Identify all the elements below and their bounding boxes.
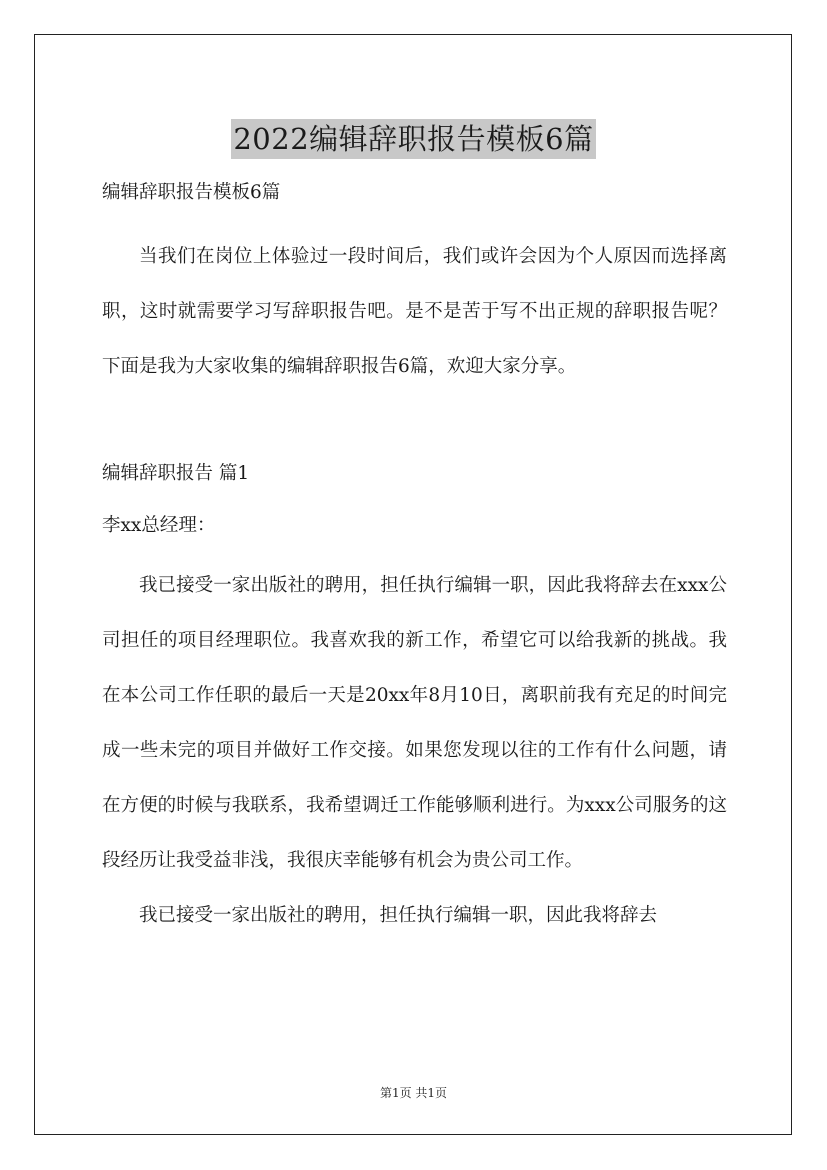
intro-paragraph: 当我们在岗位上体验过一段时间后，我们或许会因为个人原因而选择离职，这时就需要学习写辞职报告吧。是不是苦于写不出正规的辞职报告呢？下面是我为大家收集的编辑辞职报告6篇，欢迎大家分享。 (102, 246, 727, 377)
body-paragraph-2: 我已接受一家出版社的聘用，担任执行编辑一职，因此我将辞去 (139, 905, 658, 926)
section-heading: 编辑辞职报告 篇1 (102, 463, 250, 484)
salutation: 李xx总经理： (102, 515, 216, 536)
document-body (102, 173, 727, 943)
body-paragraph-1: 我已接受一家出版社的聘用，担任执行编辑一职，因此我将辞去在xxx公司担任的项目经理职位。我喜欢我的新工作，希望它可以给我新的挑战。我在本公司工作任职的最后一天是20xx年8月10日，离职前我有充足的时间完成一些未完的项目并做好工作交接。如果您发现以往的工作有什么问题，请在方便的时候与我联系，我希望调迁工作能够顺利进行。为xxx公司服务的这段经历让我受益非浅，我很庆幸能够有机会为贵公司工作。 (102, 575, 727, 871)
title-container (0, 100, 827, 179)
document-subtitle: 编辑辞职报告模板6篇 (102, 182, 281, 203)
document-title: 2022编辑辞职报告模板6篇 (231, 119, 595, 159)
section-spacer (102, 394, 727, 454)
page-number: 第1页 共1页 (379, 1086, 448, 1100)
